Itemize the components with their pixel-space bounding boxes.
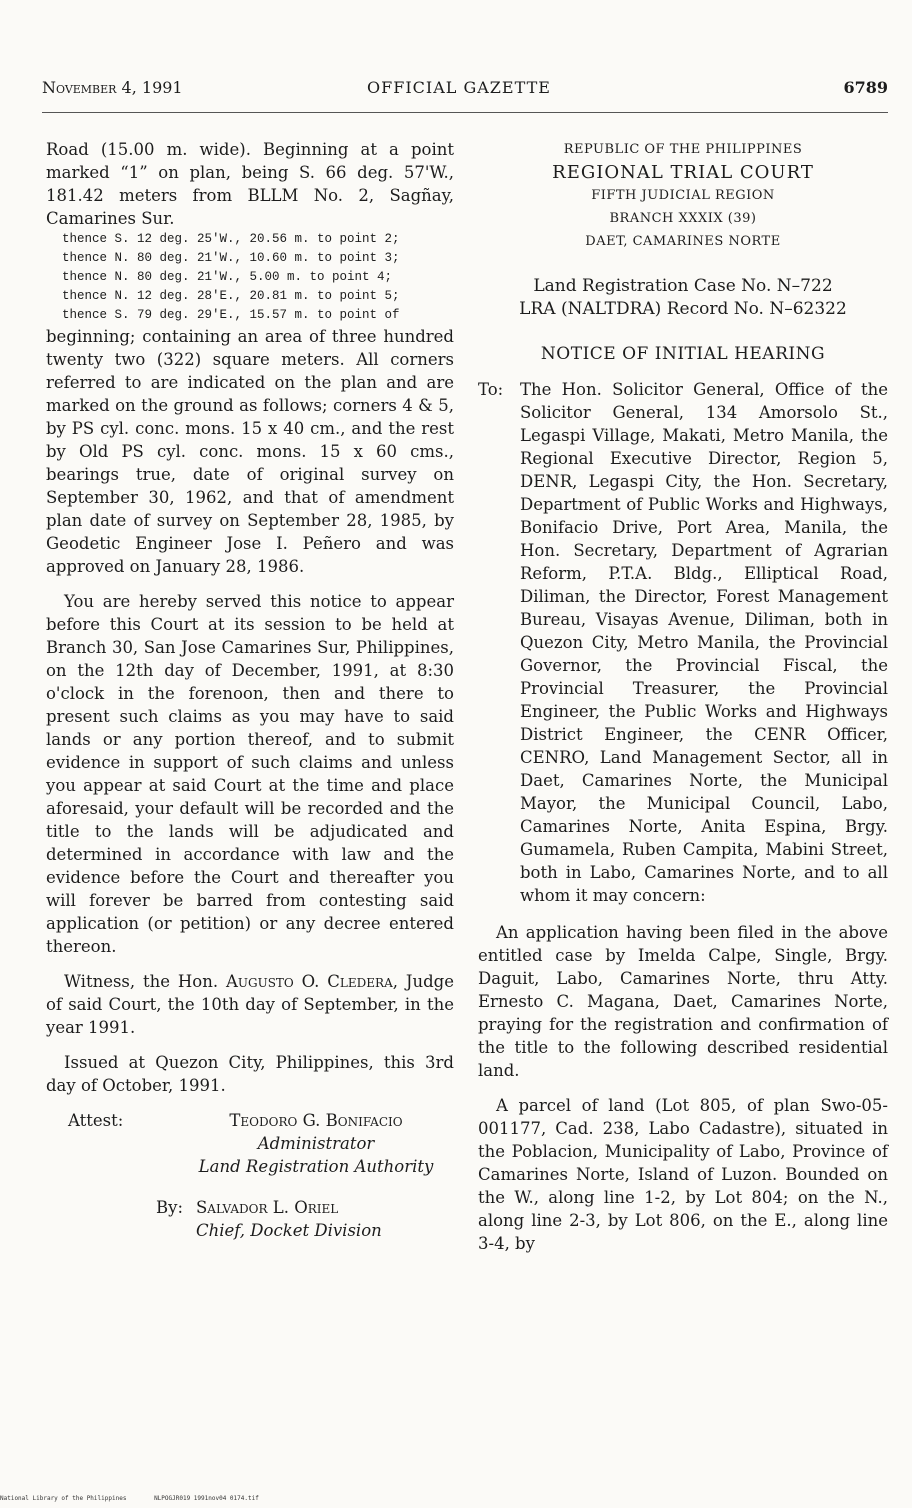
bearing-line: thence N. 12 deg. 28'E., 20.81 m. to point 5;	[62, 289, 400, 303]
judge-name: Augusto O. Cledera	[225, 972, 393, 991]
location-line: DAET, CAMARINES NORTE	[585, 234, 781, 249]
bearings-list	[62, 230, 454, 325]
notice-title: NOTICE OF INITIAL HEARING	[540, 344, 826, 364]
republic-line: REPUBLIC OF THE PHILIPPINES	[563, 142, 803, 157]
case-number: Land Registration Case No. N–722	[533, 276, 833, 296]
scan-footer	[0, 1495, 283, 1502]
addressees-block	[478, 378, 888, 907]
file-name: NLPOGJR019 1991nov04 0174.tif	[154, 1495, 259, 1502]
right-column	[478, 138, 888, 1267]
application-paragraph: An application having been filed in the above entitled case by Imelda Calpe, Single, Brgy. Daguit, Labo, Camarines Norte, thru Atty. Ernesto C. Magana, Daet, Camarines Norte, praying for the registration and confirmation of the title to the following described residential land.	[478, 923, 888, 1080]
attest-title: Administrator	[257, 1134, 375, 1153]
attest-label: Attest:	[68, 1111, 124, 1130]
by-label: By:	[156, 1198, 184, 1217]
gazette-title: OFFICIAL GAZETTE	[367, 78, 551, 97]
to-label: To:	[478, 380, 504, 399]
witness-paragraph: Witness, the Hon. Augusto O. Cledera, Judge of said Court, the 10th day of September, in the year 1991.	[46, 972, 454, 1037]
parcel-paragraph: A parcel of land (Lot 805, of plan Swo-05-001177, Cad. 238, Labo Cadastre), situated in the Poblacion, Municipality of Labo, Province of Camarines Norte, Island of Luzon. Bounded on the W., along line 1-2, by Lot 804; on the N., along line 2-3, by Lot 806, on the E., along line 3-4, by	[478, 1096, 888, 1253]
by-block	[46, 1196, 454, 1242]
case-numbers	[478, 275, 888, 321]
attest-block	[46, 1109, 454, 1178]
attest-name: Teodoro G. Bonifacio	[229, 1111, 403, 1130]
page-header	[42, 78, 888, 102]
by-title: Chief, Docket Division	[196, 1221, 382, 1240]
page-number: 6789	[843, 78, 888, 97]
branch-line: BRANCH XXXIX (39)	[609, 211, 757, 226]
region-line: FIFTH JUDICIAL REGION	[591, 188, 775, 203]
court-heading	[478, 138, 888, 253]
served-notice-paragraph: You are hereby served this notice to appear before this Court at its session to be held at Branch 30, San Jose Camarines Sur, Philippines, on the 12th day of December, 1991, at 8:30 o'clock in the forenoon, then and there to present such claims as you may have to said lands or any portion thereof, and to submit evidence in support of such claims and unless you appear at said Court at the time and place aforesaid, your default will be recorded and the title to the lands will be adjudicated and determined in accordance with law and the evidence before the Court and thereafter you will forever be barred from contesting said application (or petition) or any decree entered thereon.	[46, 592, 454, 956]
addressees-text: The Hon. Solicitor General, Office of the Solicitor General, 134 Amorsolo St., Legaspi Village, Makati, Metro Manila, the Regional Executive Director, Region 5, DENR, Legaspi City, the Hon. Secretary, Department of Public Works and Highways, Bonifacio Drive, Port Area, Manila, the Hon. Secretary, Department of Agrarian Reform, P.T.A. Bldg., Elliptical Road, Diliman, the Director, Forest Management Bureau, Visayas Avenue, Diliman, both in Quezon City, Metro Manila, the Provincial Governor, the Provincial Fiscal, the Provincial Treasurer, the Provincial Engineer, the Public Works and Highways District Engineer, the CENR Officer, CENRO, Land Management Sector, all in Daet, Camarines Norte, the Municipal Mayor, the Municipal Council, Labo, Camarines Norte, Anita Espina, Brgy. Gumamela, Ruben Campita, Mabini Street, both in Labo, Camarines Norte, and to all whom it may concern:	[520, 380, 888, 905]
survey-description: beginning; containing an area of three hundred twenty two (322) square meters. All corners referred to are indicated on the plan and are marked on the ground as follows; corners 4 & 5, by PS cyl. conc. mons. 15 x 40 cm., and the rest by Old PS cyl. conc. mons. 15 x 60 cms., bearings true, date of original survey on September 30, 1962, and that of amendment plan date of survey on September 28, 1985, by Geodetic Engineer Jose I. Peñero and was approved on January 28, 1986.	[46, 327, 454, 576]
bearing-line: thence S. 12 deg. 25'W., 20.56 m. to point 2;	[62, 232, 400, 246]
issued-paragraph: Issued at Quezon City, Philippines, this 3rd day of October, 1991.	[46, 1053, 454, 1095]
issue-date: November 4, 1991	[42, 78, 183, 97]
attest-org: Land Registration Authority	[198, 1157, 434, 1176]
survey-intro: Road (15.00 m. wide). Beginning at a point marked “1” on plan, being S. 66 deg. 57'W., 181.42 meters from BLLM No. 2, Sagñay, Camarines Sur.	[46, 140, 454, 228]
bearing-line: thence N. 80 deg. 21'W., 5.00 m. to point 4;	[62, 270, 393, 284]
bearing-line: thence N. 80 deg. 21'W., 10.60 m. to point 3;	[62, 251, 400, 265]
record-number: LRA (NALTDRA) Record No. N–62322	[519, 299, 847, 319]
left-column	[46, 138, 454, 1242]
court-name: REGIONAL TRIAL COURT	[552, 162, 814, 183]
library-credit: National Library of the Philippines	[0, 1495, 127, 1502]
bearing-line: thence S. 79 deg. 29'E., 15.57 m. to point of	[62, 308, 400, 322]
by-name: Salvador L. Oriel	[196, 1198, 339, 1217]
header-rule	[42, 112, 888, 113]
